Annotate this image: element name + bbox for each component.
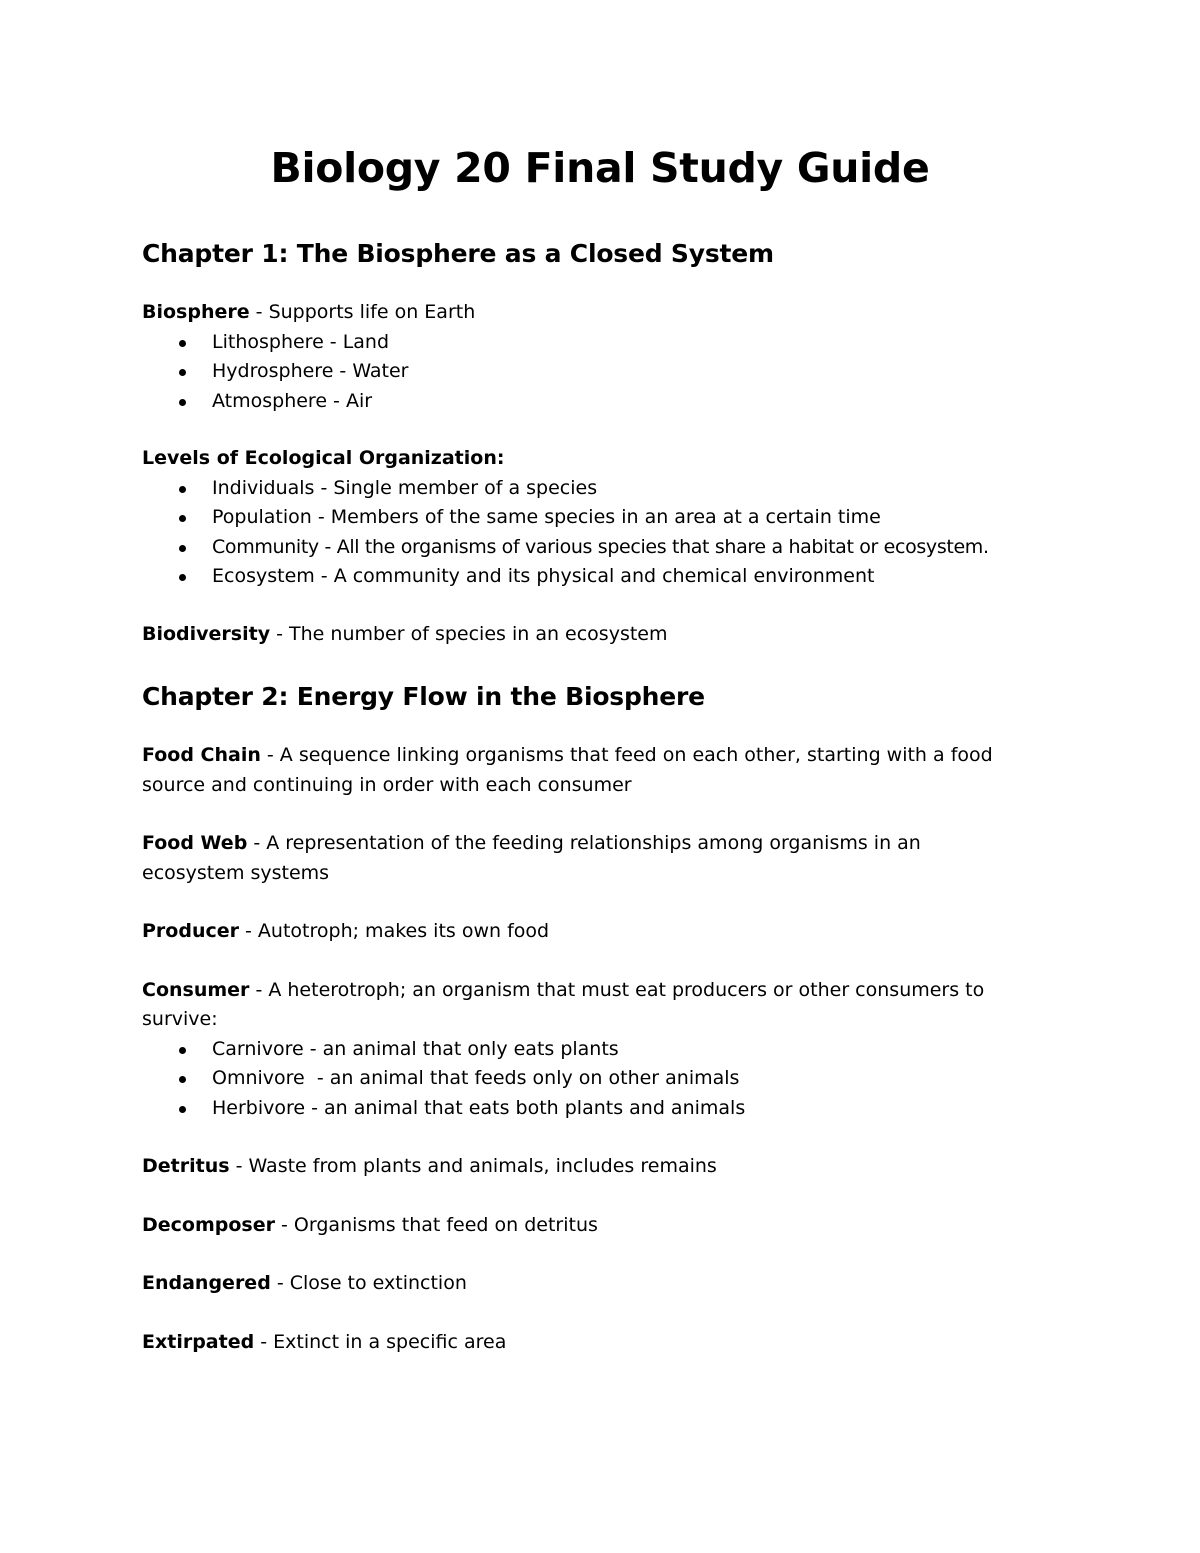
bullet-icon — [179, 1106, 186, 1113]
consumer-definition: - A heterotroph; an organism that must eat producers or other consumers to survive: — [142, 978, 985, 1030]
consumer-term: Consumer — [142, 978, 250, 1001]
extirpated-entry — [142, 1328, 1072, 1358]
consumer-entry — [142, 976, 1042, 1035]
chapter-2-heading: Chapter 2: Energy Flow in the Biosphere — [142, 682, 705, 711]
bullet-icon — [179, 399, 186, 406]
biosphere-list — [142, 328, 1072, 417]
levels-term: Levels of Ecological Organization: — [142, 447, 505, 469]
food-chain-definition: - A sequence linking organisms that feed on each other, starting with a food source and continuing in order with each consumer — [142, 744, 993, 796]
detritus-definition: - Waste from plants and animals, includes remains — [229, 1155, 717, 1177]
decomposer-definition: - Organisms that feed on detritus — [275, 1213, 598, 1236]
biodiversity-entry — [142, 620, 1072, 650]
list-item: Community - All the organisms of various species that share a habitat or ecosystem. — [142, 533, 1072, 563]
producer-entry — [142, 917, 1072, 947]
endangered-entry — [142, 1269, 1072, 1299]
bullet-icon — [179, 340, 186, 347]
levels-list — [142, 474, 1072, 592]
bullet-icon — [179, 574, 186, 581]
bullet-icon — [179, 515, 186, 522]
chapter-1-heading: Chapter 1: The Biosphere as a Closed System — [142, 239, 774, 268]
biosphere-entry — [142, 298, 1072, 328]
biodiversity-definition: - The number of species in an ecosystem — [270, 622, 668, 645]
food-chain-term: Food Chain — [142, 744, 261, 766]
producer-term: Producer — [142, 920, 239, 942]
food-chain-entry — [142, 741, 1042, 800]
levels-entry — [142, 444, 1072, 474]
bullet-icon — [179, 486, 186, 493]
list-item: Omnivore - an animal that feeds only on other animals — [142, 1064, 1072, 1094]
bullet-icon — [179, 1047, 186, 1054]
list-item: Hydrosphere - Water — [142, 357, 1072, 387]
food-web-definition: - A representation of the feeding relationships among organisms in an ecosystem systems — [142, 832, 921, 884]
list-item: Population - Members of the same species in an area at a certain time — [142, 503, 1072, 533]
list-item: Ecosystem - A community and its physical and chemical environment — [142, 562, 1072, 592]
detritus-term: Detritus — [142, 1155, 230, 1177]
decomposer-entry — [142, 1211, 1072, 1241]
consumer-list — [142, 1035, 1072, 1124]
food-web-term: Food Web — [142, 832, 248, 854]
endangered-definition: - Close to extinction — [270, 1272, 467, 1294]
bullet-icon — [179, 545, 186, 552]
list-item: Carnivore - an animal that only eats plants — [142, 1035, 1072, 1065]
bullet-icon — [179, 1076, 186, 1083]
extirpated-definition: - Extinct in a specific area — [254, 1330, 507, 1353]
document-page — [142, 138, 1072, 1357]
detritus-entry — [142, 1152, 1072, 1182]
biodiversity-term: Biodiversity — [142, 622, 271, 645]
bullet-icon — [179, 369, 186, 376]
list-item: Atmosphere - Air — [142, 387, 1072, 417]
biosphere-definition: - Supports life on Earth — [249, 301, 476, 323]
list-item: Individuals - Single member of a species — [142, 474, 1072, 504]
endangered-term: Endangered — [142, 1272, 271, 1294]
page-title: Biology 20 Final Study Guide — [270, 144, 930, 192]
list-item: Herbivore - an animal that eats both plants and animals — [142, 1094, 1072, 1124]
food-web-entry — [142, 829, 982, 888]
decomposer-term: Decomposer — [142, 1213, 275, 1236]
biosphere-term: Biosphere — [142, 301, 250, 323]
extirpated-term: Extirpated — [142, 1330, 255, 1353]
list-item: Lithosphere - Land — [142, 328, 1072, 358]
producer-definition: - Autotroph; makes its own food — [239, 920, 550, 942]
